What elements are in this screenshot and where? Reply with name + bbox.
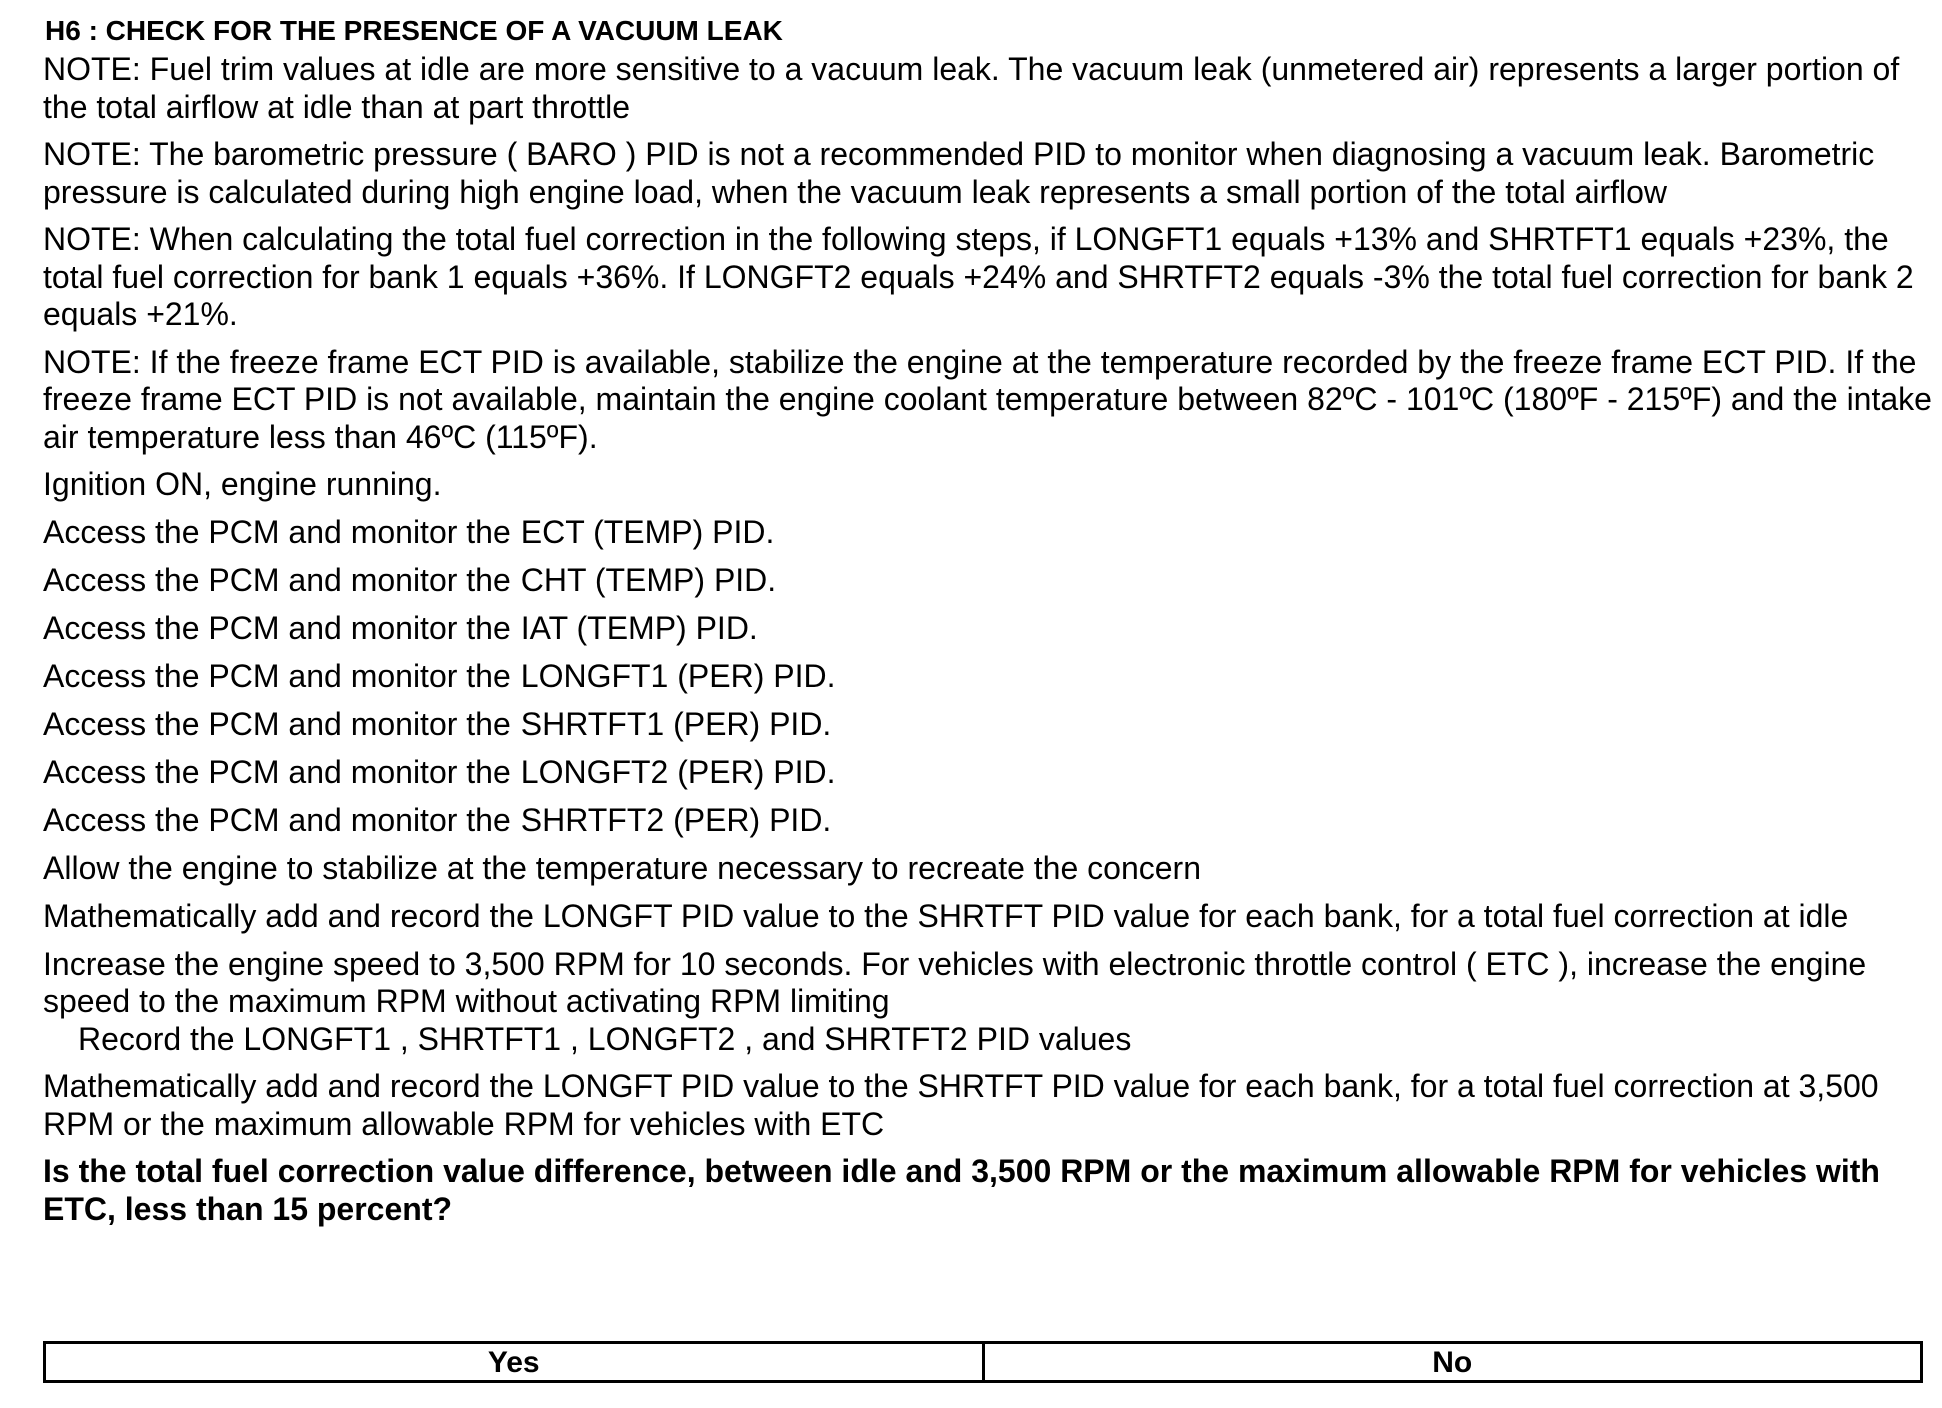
step-monitor-longft2 xyxy=(43,754,1933,792)
monitor-prefix: Access the PCM and monitor the xyxy=(43,658,511,694)
monitor-prefix: Access the PCM and monitor the xyxy=(43,706,511,742)
step-add-rpm: Mathematically add and record the LONGFT PID value to the SHRTFT PID value for each bank, for a total fuel correction at 3,500 RPM or the maximum allowable RPM for vehicles with ETC xyxy=(43,1068,1879,1142)
note-freeze-frame: NOTE: If the freeze frame ECT PID is available, stabilize the engine at the temperature recorded by the freeze frame ECT PID. If the freeze frame ECT PID is not available, maintain the engine coolant temperature between 82ºC - 101ºC (180ºF - 215ºF) and the intake air temperature less than 46ºC (115ºF). xyxy=(43,343,1932,455)
step-ignition: Ignition ON, engine running. xyxy=(43,466,442,502)
answer-table xyxy=(43,1341,1923,1383)
monitor-prefix: Access the PCM and monitor the xyxy=(43,802,511,838)
monitor-pid: SHRTFT1 (PER) PID. xyxy=(520,706,832,742)
monitor-pid: LONGFT2 (PER) PID. xyxy=(520,754,836,790)
monitor-prefix: Access the PCM and monitor the xyxy=(43,754,511,790)
decision-question: Is the total fuel correction value difference, between idle and 3,500 RPM or the maximum allowable RPM for vehicles with ETC, less than 15 percent? xyxy=(43,1153,1880,1227)
monitor-pid: SHRTFT2 (PER) PID. xyxy=(520,802,832,838)
increase-speed-text: Increase the engine speed to 3,500 RPM for 10 seconds. For vehicles with electronic throttle control ( ETC ), increase the engine speed to the maximum RPM without activating RPM limiting xyxy=(43,945,1867,1019)
note-fuel-trim: NOTE: Fuel trim values at idle are more sensitive to a vacuum leak. The vacuum leak (unmetered air) represents a larger portion of the total airflow at idle than at part throttle xyxy=(43,51,1900,125)
step-increase-speed xyxy=(43,946,1933,1059)
note-fuel-correction: NOTE: When calculating the total fuel correction in the following steps, if LONGFT1 equals +13% and SHRTFT1 equals +23%, the total fuel correction for bank 1 equals +36%. If LONGFT2 equals +24% and SHRTFT2 equals -3% the total fuel correction for bank 2 equals +21%. xyxy=(43,221,1914,332)
step-monitor-iat xyxy=(43,610,1933,648)
procedure-document xyxy=(43,14,1933,1228)
step-monitor-longft1 xyxy=(43,658,1933,696)
yes-button[interactable]: Yes xyxy=(45,1343,984,1382)
record-values-text: Record the LONGFT1 , SHRTFT1 , LONGFT2 , and SHRTFT2 PID values xyxy=(78,1020,1132,1057)
step-monitor-shrtft2 xyxy=(43,802,1933,840)
monitor-prefix: Access the PCM and monitor the xyxy=(43,514,511,550)
monitor-pid: LONGFT1 (PER) PID. xyxy=(520,658,836,694)
step-monitor-cht xyxy=(43,562,1933,600)
monitor-pid: CHT (TEMP) PID. xyxy=(520,562,777,598)
step-stabilize: Allow the engine to stabilize at the temperature necessary to recreate the concern xyxy=(43,850,1201,886)
step-add-idle: Mathematically add and record the LONGFT PID value to the SHRTFT PID value for each bank, for a total fuel correction at idle xyxy=(43,898,1849,934)
note-baro: NOTE: The barometric pressure ( BARO ) PID is not a recommended PID to monitor when diagnosing a vacuum leak. Barometric pressure is calculated during high engine load, when the vacuum leak represents a small portion of the total airflow xyxy=(43,136,1875,210)
monitor-prefix: Access the PCM and monitor the xyxy=(43,610,511,646)
no-button[interactable]: No xyxy=(983,1343,1922,1382)
monitor-pid: ECT (TEMP) PID. xyxy=(520,514,775,550)
step-monitor-shrtft1 xyxy=(43,706,1933,744)
monitor-pid: IAT (TEMP) PID. xyxy=(520,610,758,646)
monitor-prefix: Access the PCM and monitor the xyxy=(43,562,511,598)
page-title: H6 : CHECK FOR THE PRESENCE OF A VACUUM LEAK xyxy=(45,15,783,46)
step-monitor-ect xyxy=(43,514,1933,552)
